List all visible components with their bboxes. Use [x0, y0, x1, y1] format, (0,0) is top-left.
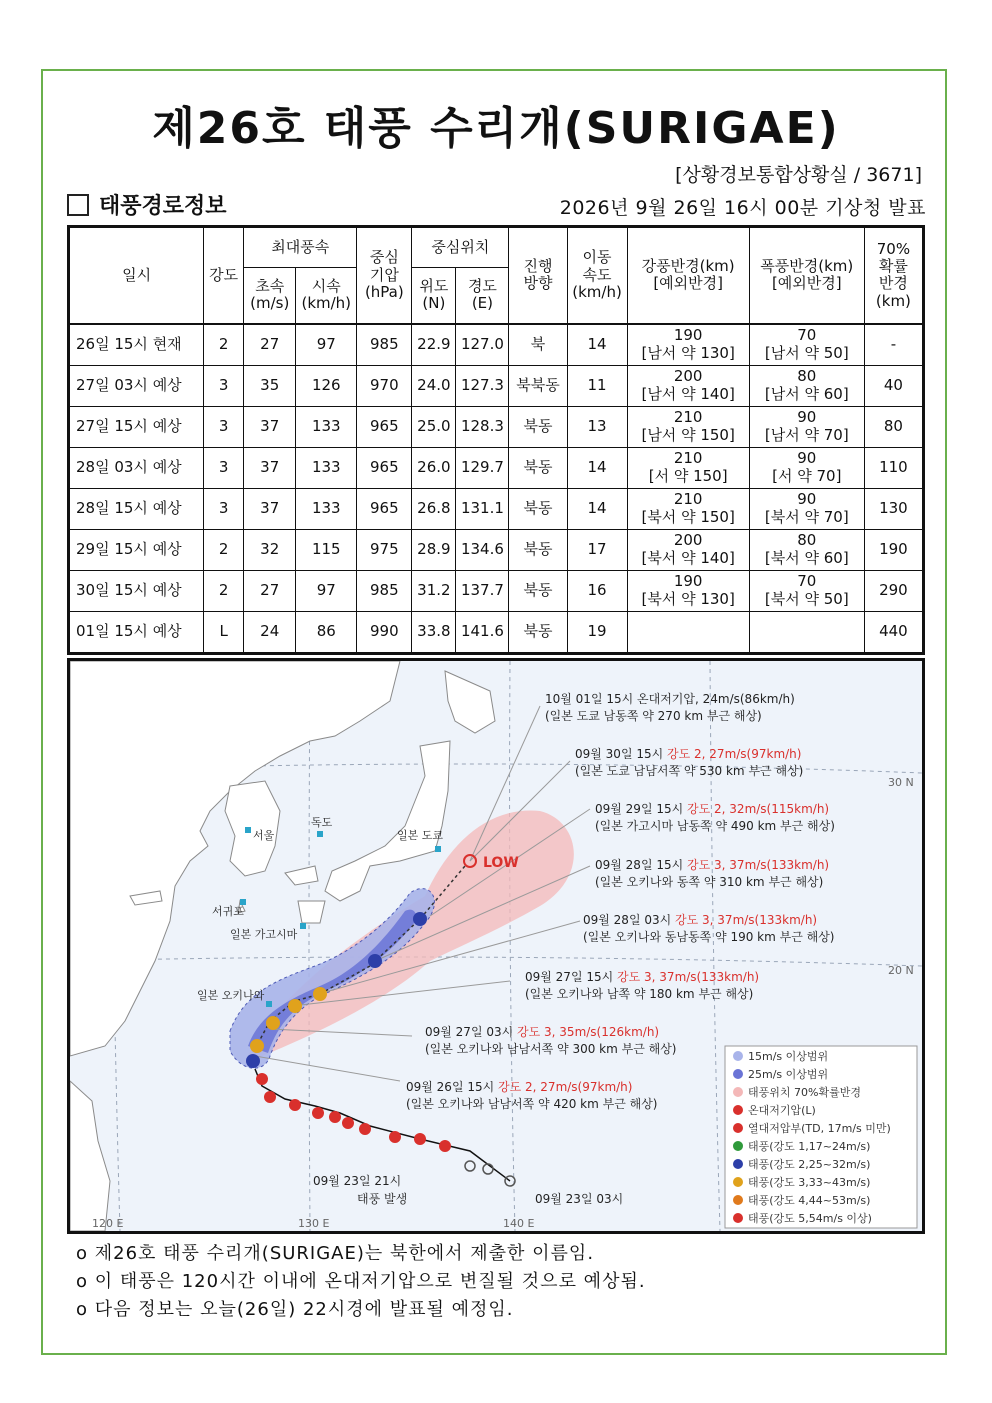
note-item: o 다음 정보는 오늘(26일) 22시경에 발표될 예정임. — [76, 1299, 514, 1320]
cell-storm-exception: [서 약 150] — [648, 466, 728, 485]
cell-storm-exception: [남서 약 130] — [641, 343, 735, 362]
svg-text:(일본 도쿄 남남서쪽 약 530 km 부근 해상): (일본 도쿄 남남서쪽 약 530 km 부근 해상) — [575, 764, 804, 778]
typhoon-intensity5-icon — [414, 1133, 426, 1145]
cell-lat: 25.0 — [412, 406, 456, 447]
cell-time: 27일 15시 예상 — [69, 406, 204, 447]
seoul-label: 서울 — [253, 829, 275, 842]
dokdo-label: 독도 — [311, 816, 333, 829]
seoul-marker-icon — [245, 827, 251, 833]
table-row — [69, 324, 924, 366]
cell-kmh: 97 — [296, 324, 357, 366]
low-label: LOW — [483, 855, 519, 871]
lon120-label: 120 E — [92, 1217, 124, 1230]
cell-time: 01일 15시 예상 — [69, 611, 204, 653]
typhoon-intensity3-icon — [250, 1039, 264, 1053]
cell-ms: 27 — [244, 570, 296, 611]
legend-label: 태풍(강도 1,17~24m/s) — [748, 1140, 871, 1153]
tokyo-marker-icon — [435, 846, 441, 852]
cell-storm-value: 200 — [673, 367, 703, 386]
cell-kmh: 133 — [296, 447, 357, 488]
typhoon-intensity5-icon — [389, 1131, 401, 1143]
typhoon-intensity5-icon — [329, 1111, 341, 1123]
legend-label: 태풍(강도 2,25~32m/s) — [748, 1158, 871, 1171]
lon140-label: 140 E — [503, 1217, 535, 1230]
cell-gale-value: 90 — [797, 449, 817, 468]
typhoon-intensity5-icon — [342, 1117, 354, 1129]
typhoon-intensity2-icon — [368, 954, 382, 968]
cell-lon: 127.3 — [456, 365, 509, 406]
header-pressure: 중심 기압 (hPa) — [357, 227, 412, 324]
cell-dir: 북동 — [509, 529, 567, 570]
section-title: 태풍경로정보 — [99, 194, 227, 219]
cell-intensity: 2 — [204, 324, 244, 366]
lat30-label: 30 N — [888, 776, 914, 789]
svg-text:09월 27일 15시 강도 3, 37m/s(133km/: 09월 27일 15시 강도 3, 37m/s(133km/h) — [525, 970, 760, 984]
typhoon-intensity3-icon — [288, 999, 302, 1013]
cell-storm-exception: [북서 약 150] — [641, 507, 735, 526]
table-row — [69, 611, 924, 653]
cell-gale-value: 80 — [797, 367, 817, 386]
checkbox-icon — [67, 194, 89, 216]
cell-prob: - — [864, 324, 923, 366]
cell-lat: 24.0 — [412, 365, 456, 406]
cell-storm-value: 210 — [673, 490, 703, 509]
typhoon-track-table — [67, 225, 925, 655]
svg-text:09월 28일 03시 강도 3, 37m/s(133km/: 09월 28일 03시 강도 3, 37m/s(133km/h) — [583, 913, 818, 927]
cell-time: 30일 15시 예상 — [69, 570, 204, 611]
legend-label: 25m/s 이상범위 — [748, 1068, 829, 1081]
cell-storm — [627, 488, 749, 529]
typhoon-intensity5-icon — [439, 1140, 451, 1152]
cell-prob: 440 — [864, 611, 923, 653]
typhoon-intensity5-icon — [359, 1123, 371, 1135]
svg-text:(일본 오키나와 남남서쪽 약 420 km 부근 해상): (일본 오키나와 남남서쪽 약 420 km 부근 해상) — [406, 1097, 658, 1111]
legend-swatch-icon — [733, 1141, 743, 1151]
svg-text:09월 27일 03시 강도 3, 35m/s(126km/: 09월 27일 03시 강도 3, 35m/s(126km/h) — [425, 1025, 660, 1039]
cell-prob: 40 — [864, 365, 923, 406]
cell-lon: 128.3 — [456, 406, 509, 447]
typhoon-intensity5-icon — [289, 1099, 301, 1111]
cell-dir: 북 — [509, 324, 567, 366]
cell-storm — [627, 324, 749, 366]
cell-speed: 17 — [567, 529, 627, 570]
typhoon-intensity2-icon — [413, 912, 427, 926]
cell-storm-value: 210 — [673, 408, 703, 427]
cell-gale-exception: [북서 약 50] — [764, 589, 849, 608]
svg-text:(일본 오키나와 동쪽 약 310 km 부근 해상): (일본 오키나와 동쪽 약 310 km 부근 해상) — [595, 875, 824, 889]
cell-speed: 19 — [567, 611, 627, 653]
svg-text:09월 30일 15시 강도 2, 27m/s(97km/h: 09월 30일 15시 강도 2, 27m/s(97km/h) — [575, 747, 802, 761]
cell-lon: 141.6 — [456, 611, 509, 653]
cell-lat: 26.8 — [412, 488, 456, 529]
cell-lat: 31.2 — [412, 570, 456, 611]
cell-gale-exception: [서 약 70] — [772, 466, 842, 485]
cell-time: 28일 15시 예상 — [69, 488, 204, 529]
legend-swatch-icon — [733, 1087, 743, 1097]
cell-speed: 16 — [567, 570, 627, 611]
okinawa-label: 일본 오키나와 — [197, 989, 265, 1002]
note-item: o 제26호 태풍 수리개(SURIGAE)는 북한에서 제출한 이름임. — [76, 1243, 595, 1264]
table-row — [69, 529, 924, 570]
header-gale-radius: 폭풍반경(km) [예외반경] — [749, 227, 864, 324]
legend-label: 온대저기압(L) — [748, 1104, 816, 1117]
tokyo-label: 일본 도쿄 — [397, 829, 444, 842]
cell-gale — [749, 488, 864, 529]
cell-ms: 24 — [244, 611, 296, 653]
cell-lat: 28.9 — [412, 529, 456, 570]
cell-storm-exception: [북서 약 130] — [641, 589, 735, 608]
cell-intensity: L — [204, 611, 244, 653]
okinawa-marker-icon — [266, 1001, 272, 1007]
cell-gale — [749, 529, 864, 570]
cell-gale — [749, 365, 864, 406]
cell-hpa: 975 — [357, 529, 412, 570]
legend-swatch-icon — [733, 1105, 743, 1115]
header-speed: 이동 속도 (km/h) — [567, 227, 627, 324]
cell-prob: 190 — [864, 529, 923, 570]
header-lon: 경도 (E) — [456, 268, 509, 324]
cell-lat: 33.8 — [412, 611, 456, 653]
cell-lat: 22.9 — [412, 324, 456, 366]
cell-ms: 32 — [244, 529, 296, 570]
cell-prob: 290 — [864, 570, 923, 611]
cell-gale-value: 90 — [797, 490, 817, 509]
cell-speed: 13 — [567, 406, 627, 447]
cell-storm — [627, 570, 749, 611]
cell-gale-value: 70 — [797, 572, 817, 591]
cell-storm — [627, 611, 749, 653]
cell-storm-exception: [남서 약 140] — [641, 384, 735, 403]
cell-lon: 127.0 — [456, 324, 509, 366]
legend-swatch-icon — [733, 1069, 743, 1079]
header-wind-ms: 초속 (m/s) — [244, 268, 296, 324]
cell-lon: 137.7 — [456, 570, 509, 611]
cell-intensity: 3 — [204, 365, 244, 406]
cell-hpa: 965 — [357, 447, 412, 488]
cell-gale-value: 80 — [797, 531, 817, 550]
cell-ms: 35 — [244, 365, 296, 406]
table-row — [69, 488, 924, 529]
header-lat: 위도 (N) — [412, 268, 456, 324]
section-heading — [67, 189, 227, 220]
cell-gale-exception: [남서 약 60] — [764, 384, 849, 403]
cell-gale-exception: [북서 약 60] — [764, 548, 849, 567]
legend-swatch-icon — [733, 1159, 743, 1169]
cell-ms: 37 — [244, 447, 296, 488]
genesis-label: 태풍 발생 — [357, 1192, 408, 1206]
cell-intensity: 3 — [204, 406, 244, 447]
genesis-time-label: 09월 23일 21시 — [313, 1174, 402, 1188]
cell-storm — [627, 406, 749, 447]
cell-gale-exception: [남서 약 70] — [764, 425, 849, 444]
cell-gale — [749, 570, 864, 611]
cell-kmh: 115 — [296, 529, 357, 570]
cell-ms: 27 — [244, 324, 296, 366]
table-row — [69, 365, 924, 406]
cell-time: 27일 03시 예상 — [69, 365, 204, 406]
cell-storm-value: 210 — [673, 449, 703, 468]
cell-kmh: 133 — [296, 488, 357, 529]
header-prob-radius: 70% 확률 반경 (km) — [864, 227, 923, 324]
legend-swatch-icon — [733, 1051, 743, 1061]
cell-hpa: 985 — [357, 570, 412, 611]
cell-prob: 130 — [864, 488, 923, 529]
svg-text:09월 29일 15시 강도 2, 32m/s(115km/: 09월 29일 15시 강도 2, 32m/s(115km/h) — [595, 802, 830, 816]
header-time: 일시 — [69, 227, 204, 324]
typhoon-track-map — [67, 658, 925, 1234]
cell-kmh: 133 — [296, 406, 357, 447]
cell-speed: 14 — [567, 447, 627, 488]
cell-dir: 북동 — [509, 611, 567, 653]
seogwipo-label: 서귀포 — [212, 905, 244, 918]
typhoon-intensity5-icon — [256, 1073, 268, 1085]
cell-gale-value: 90 — [797, 408, 817, 427]
cell-lat: 26.0 — [412, 447, 456, 488]
cell-hpa: 990 — [357, 611, 412, 653]
cell-time: 26일 15시 현재 — [69, 324, 204, 366]
lon130-label: 130 E — [298, 1217, 330, 1230]
cell-kmh: 126 — [296, 365, 357, 406]
svg-text:(일본 오키나와 남쪽 약 180 km 부근 해상): (일본 오키나와 남쪽 약 180 km 부근 해상) — [525, 987, 754, 1001]
document-title: 제26호 태풍 수리개(SURIGAE) — [152, 103, 840, 154]
table-row — [69, 406, 924, 447]
svg-text:09월 28일 15시 강도 3, 37m/s(133km/: 09월 28일 15시 강도 3, 37m/s(133km/h) — [595, 858, 830, 872]
svg-text:(일본 오키나와 동남동쪽 약 190 km 부근 해상): (일본 오키나와 동남동쪽 약 190 km 부근 해상) — [583, 930, 835, 944]
typhoon-intensity3-icon — [266, 1016, 280, 1030]
cell-intensity: 3 — [204, 447, 244, 488]
cell-hpa: 965 — [357, 406, 412, 447]
cell-lon: 134.6 — [456, 529, 509, 570]
cell-hpa: 965 — [357, 488, 412, 529]
table-row — [69, 447, 924, 488]
legend-swatch-icon — [733, 1123, 743, 1133]
cell-kmh: 97 — [296, 570, 357, 611]
header-wind-kmh: 시속 (km/h) — [296, 268, 357, 324]
department-label: [상황경보통합상황실 / 3671] — [675, 164, 922, 186]
cell-gale-exception: [북서 약 70] — [764, 507, 849, 526]
cell-ms: 37 — [244, 406, 296, 447]
dokdo-marker-icon — [317, 831, 323, 837]
typhoon-intensity3-icon — [313, 987, 327, 1001]
lat20-label: 20 N — [888, 964, 914, 977]
cell-gale — [749, 406, 864, 447]
cell-dir: 북북동 — [509, 365, 567, 406]
typhoon-intensity2-icon — [246, 1054, 260, 1068]
legend-label: 태풍(강도 5,54m/s 이상) — [748, 1212, 872, 1225]
cell-storm — [627, 365, 749, 406]
cell-dir: 북동 — [509, 488, 567, 529]
legend-label: 태풍(강도 3,33~43m/s) — [748, 1176, 871, 1189]
cell-hpa: 970 — [357, 365, 412, 406]
cell-storm — [627, 529, 749, 570]
notes — [76, 1240, 646, 1324]
start-time-label: 09월 23일 03시 — [535, 1192, 624, 1206]
svg-text:(일본 도쿄 남동쪽 약 270 km 부근 해상): (일본 도쿄 남동쪽 약 270 km 부근 해상) — [545, 709, 762, 723]
svg-text:09월 26일 15시 강도 2, 27m/s(97km/h: 09월 26일 15시 강도 2, 27m/s(97km/h) — [406, 1080, 633, 1094]
legend-label: 열대저압부(TD, 17m/s 미만) — [748, 1122, 891, 1135]
cell-ms: 37 — [244, 488, 296, 529]
cell-storm-value: 190 — [673, 326, 703, 345]
cell-lon: 129.7 — [456, 447, 509, 488]
cell-storm — [627, 447, 749, 488]
legend-label: 태풍위치 70%확률반경 — [748, 1086, 861, 1099]
cell-storm-value: 190 — [673, 572, 703, 591]
cell-kmh: 86 — [296, 611, 357, 653]
cell-time: 28일 03시 예상 — [69, 447, 204, 488]
issued-time: 2026년 9월 26일 16시 00분 기상청 발표 — [559, 197, 926, 219]
cell-storm-value: 200 — [673, 531, 703, 550]
cell-speed: 11 — [567, 365, 627, 406]
svg-text:10월 01일 15시 온대저기압, 24m/s(86km/: 10월 01일 15시 온대저기압, 24m/s(86km/h) — [545, 692, 795, 706]
table-row — [69, 570, 924, 611]
cell-gale — [749, 611, 864, 653]
legend-swatch-icon — [733, 1177, 743, 1187]
cell-speed: 14 — [567, 324, 627, 366]
cell-gale — [749, 324, 864, 366]
header-storm-radius: 강풍반경(km) [예외반경] — [627, 227, 749, 324]
typhoon-intensity5-icon — [264, 1091, 276, 1103]
kagoshima-marker-icon — [300, 923, 306, 929]
legend-swatch-icon — [733, 1195, 743, 1205]
cell-dir: 북동 — [509, 406, 567, 447]
table-body — [69, 324, 924, 654]
cell-speed: 14 — [567, 488, 627, 529]
cell-lon: 131.1 — [456, 488, 509, 529]
cell-intensity: 2 — [204, 529, 244, 570]
typhoon-intensity5-icon — [312, 1107, 324, 1119]
cell-gale — [749, 447, 864, 488]
legend-label: 태풍(강도 4,44~53m/s) — [748, 1194, 871, 1207]
cell-dir: 북동 — [509, 570, 567, 611]
cell-time: 29일 15시 예상 — [69, 529, 204, 570]
map-svg — [70, 661, 922, 1231]
cell-dir: 북동 — [509, 447, 567, 488]
map-legend — [725, 1046, 917, 1228]
cell-intensity: 2 — [204, 570, 244, 611]
cell-prob: 80 — [864, 406, 923, 447]
cell-intensity: 3 — [204, 488, 244, 529]
legend-swatch-icon — [733, 1213, 743, 1223]
header-direction: 진행 방향 — [509, 227, 567, 324]
header-position: 중심위치 — [412, 227, 509, 268]
cell-storm-exception: [남서 약 150] — [641, 425, 735, 444]
legend-label: 15m/s 이상범위 — [748, 1050, 829, 1063]
kagoshima-label: 일본 가고시마 — [230, 928, 298, 941]
svg-text:(일본 오키나와 남남서쪽 약 300 km 부근 해상): (일본 오키나와 남남서쪽 약 300 km 부근 해상) — [425, 1042, 677, 1056]
cell-gale-value: 70 — [797, 326, 817, 345]
cell-gale-exception: [남서 약 50] — [764, 343, 849, 362]
header-intensity: 강도 — [204, 227, 244, 324]
note-item: o 이 태풍은 120시간 이내에 온대저기압으로 변질될 것으로 예상됨. — [76, 1271, 646, 1292]
cell-hpa: 985 — [357, 324, 412, 366]
cell-storm-exception: [북서 약 140] — [641, 548, 735, 567]
svg-text:(일본 가고시마 남동쪽 약 490 km 부근 해상): (일본 가고시마 남동쪽 약 490 km 부근 해상) — [595, 819, 835, 833]
cell-prob: 110 — [864, 447, 923, 488]
header-max-wind: 최대풍속 — [244, 227, 357, 268]
